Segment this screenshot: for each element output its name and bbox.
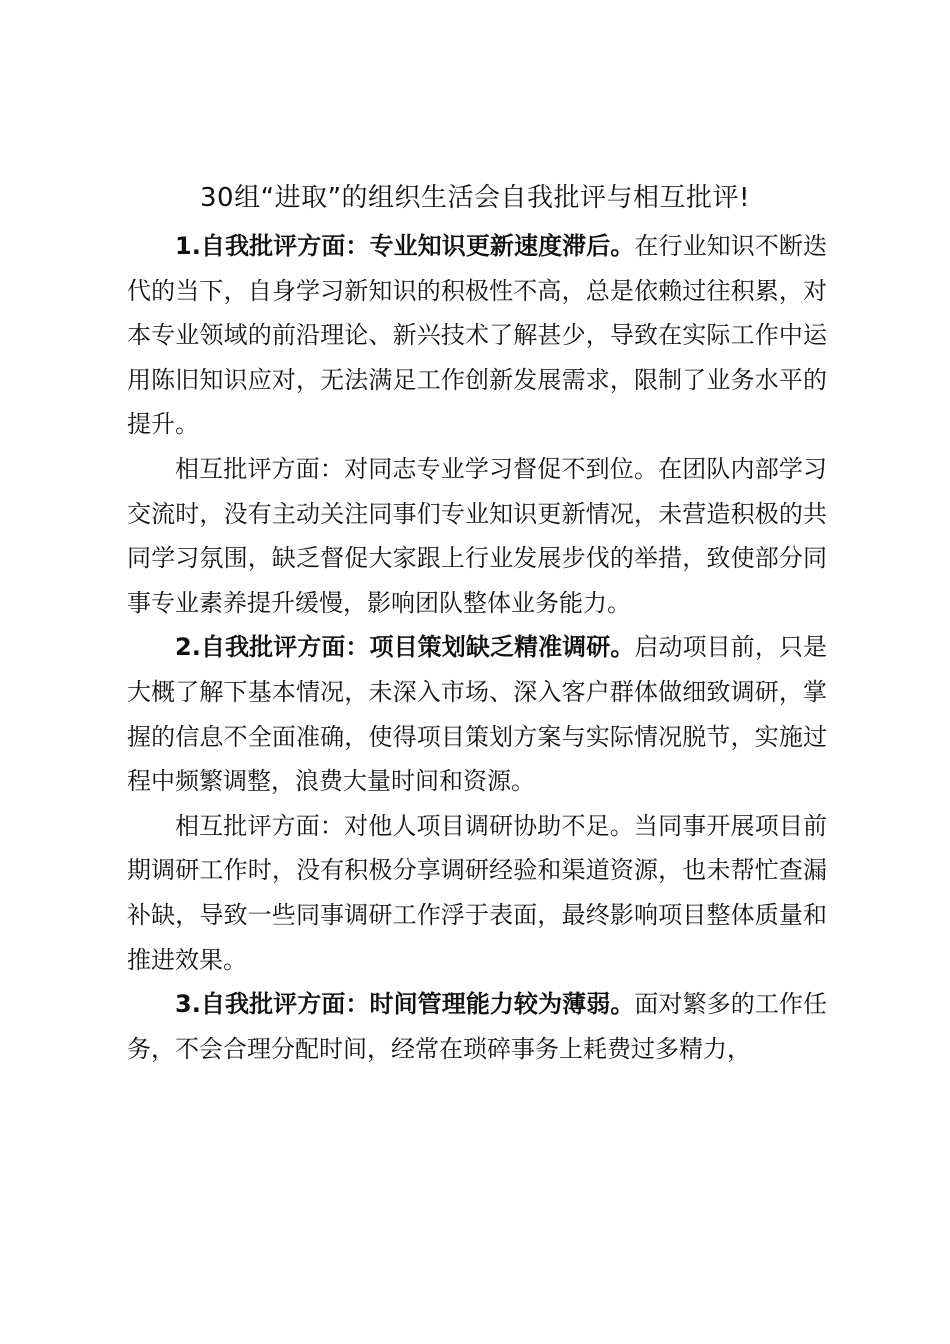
paragraph-1-text: 在行业知识不断迭代的当下，自身学习新知识的积极性不高，总是依赖过往积累，对本专业领域的前沿理论、新兴技术了解甚少，导致在实际工作中运用陈旧知识应对，无法满足工作创新发展需求，限制了业务水平的提升。 <box>127 232 827 439</box>
document-body <box>127 224 827 1071</box>
paragraph-5-text: 面对繁多的工作任务，不会合理分配时间，经常在琐碎事务上耗费过多精力， <box>127 990 827 1063</box>
paragraph-3-text: 启动项目前，只是大概了解下基本情况，未深入市场、深入客户群体做细致调研，掌握的信息不全面准确，使得项目策划方案与实际情况脱节，实施过程中频繁调整，浪费大量时间和资源。 <box>127 633 827 796</box>
paragraph-1 <box>127 224 827 447</box>
paragraph-4-text: 相互批评方面：对他人项目调研协助不足。当同事开展项目前期调研工作时，没有积极分享调研经验和渠道资源，也未帮忙查漏补缺，导致一些同事调研工作浮于表面，最终影响项目整体质量和推进效果。 <box>127 811 827 974</box>
paragraph-1-lead: 1.自我批评方面：专业知识更新速度滞后。 <box>175 232 635 260</box>
paragraph-3-lead: 2.自我批评方面：项目策划缺乏精准调研。 <box>175 633 635 662</box>
paragraph-4 <box>127 804 827 982</box>
paragraph-5 <box>127 982 827 1071</box>
paragraph-2 <box>127 447 827 625</box>
paragraph-5-lead: 3.自我批评方面：时间管理能力较为薄弱。 <box>175 990 635 1019</box>
document-title: 30组“进取”的组织生活会自我批评与相互批评! <box>200 183 750 213</box>
paragraph-3 <box>127 625 827 803</box>
paragraph-2-text: 相互批评方面：对同志专业学习督促不到位。在团队内部学习交流时，没有主动关注同事们专业知识更新情况，未营造积极的共同学习氛围，缺乏督促大家跟上行业发展步伐的举措，致使部分同事专业素养提升缓慢，影响团队整体业务能力。 <box>127 454 827 617</box>
